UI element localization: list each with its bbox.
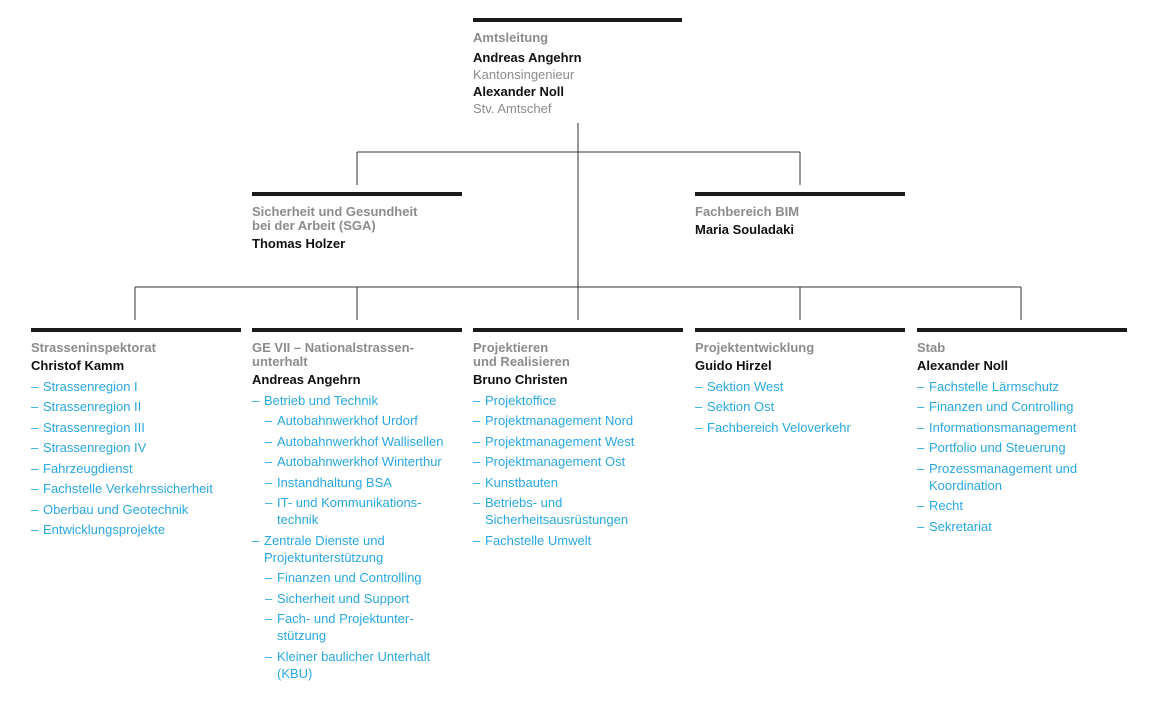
sub-unit-item [695, 398, 905, 415]
sub-unit-label: Fach- und Projektunter- stützung [277, 611, 414, 643]
sub-sub-unit-item [252, 474, 462, 491]
list-dash: – [265, 413, 273, 428]
sub-unit-label: Kleiner baulicher Unterhalt (KBU) [277, 648, 431, 681]
sub-unit-label: Autobahnwerkhof Winterthur [277, 454, 442, 469]
staff-box-bim [695, 192, 905, 238]
list-dash: – [265, 648, 273, 664]
sub-unit-item [917, 419, 1127, 436]
list-dash: – [265, 495, 273, 510]
box-top-rule [252, 192, 462, 196]
sub-unit-label: Recht [929, 498, 963, 513]
sub-unit-item [473, 532, 683, 549]
person-name: Andreas Angehrn [252, 372, 361, 387]
sub-unit-label: Projektmanagement Ost [485, 454, 626, 469]
person-name: Bruno Christen [473, 372, 568, 387]
sub-unit-label: Oberbau und Geotechnik [43, 501, 189, 517]
sub-unit-item [473, 392, 683, 409]
sub-sub-unit-item [252, 648, 462, 682]
sub-unit-item [31, 378, 241, 395]
sub-unit-item [473, 412, 683, 429]
sub-unit-label: Sektion West [707, 378, 784, 394]
sub-unit-label: Finanzen und Controlling [929, 399, 1074, 414]
sub-unit-item [31, 501, 241, 518]
list-dash: – [473, 413, 481, 428]
list-dash: – [695, 399, 703, 414]
sub-unit-label: Strassenregion II [43, 399, 142, 414]
unit-title: Strasseninspektorat [31, 340, 156, 355]
sub-sub-unit-item [252, 433, 462, 450]
sub-unit-label: Kunstbauten [485, 474, 559, 490]
person-name: Maria Souladaki [695, 222, 794, 237]
sub-unit-item [473, 453, 683, 470]
list-dash: – [252, 532, 260, 548]
sub-unit-item [31, 521, 241, 538]
division-box [252, 328, 462, 682]
sub-unit-item [31, 460, 241, 477]
list-dash: – [265, 454, 273, 469]
sub-unit-list [31, 378, 241, 539]
list-dash: – [31, 440, 39, 455]
sub-sub-unit-item [252, 453, 462, 470]
box-top-rule [473, 328, 683, 332]
sub-unit-item [252, 532, 462, 566]
sub-unit-list [252, 392, 462, 682]
sub-unit-item [695, 378, 905, 395]
box-top-rule [695, 328, 905, 332]
division-box [695, 328, 905, 436]
person-name: Andreas Angehrn [473, 50, 582, 65]
list-dash: – [252, 392, 260, 408]
sub-unit-label: Autobahnwerkhof Wallisellen [277, 433, 444, 449]
sub-unit-item [473, 433, 683, 450]
division-box [473, 328, 683, 549]
sub-unit-label: Informationsmanagement [929, 419, 1077, 435]
person-name: Alexander Noll [917, 358, 1009, 373]
list-dash: – [917, 460, 925, 476]
sub-unit-item [31, 398, 241, 415]
sub-unit-label: Autobahnwerkhof Urdorf [277, 413, 418, 428]
sub-unit-label: Sekretariat [929, 518, 992, 534]
unit-title: Sicherheit und Gesundheit bei der Arbeit (SGA) [252, 204, 418, 233]
sub-sub-unit-item [252, 569, 462, 586]
sub-unit-label: Betriebs- und Sicherheitsausrüstungen [485, 495, 629, 527]
list-dash: – [473, 495, 481, 510]
unit-title: GE VII – Nationalstrassen- unterhalt [252, 340, 414, 369]
box-top-rule [917, 328, 1127, 332]
list-dash: – [31, 501, 39, 517]
sub-unit-item [473, 474, 683, 491]
list-dash: – [31, 419, 39, 435]
sub-unit-item [917, 518, 1127, 535]
list-dash: – [31, 460, 39, 476]
sub-sub-unit-item [252, 494, 462, 528]
sub-unit-item [917, 439, 1127, 456]
sub-unit-item [695, 419, 905, 436]
sub-unit-label: Prozessmanagement und Koordination [929, 460, 1078, 493]
person-name: Guido Hirzel [695, 358, 772, 373]
list-dash: – [695, 419, 703, 435]
sub-unit-label: Portfolio und Steuerung [929, 440, 1066, 455]
sub-unit-label: Projektmanagement West [485, 433, 635, 449]
sub-unit-label: Fahrzeugdienst [43, 460, 133, 476]
list-dash: – [917, 419, 925, 435]
list-dash: – [917, 440, 925, 455]
sub-unit-label: Fachstelle Verkehrssicherheit [43, 481, 213, 496]
person-role: Stv. Amtschef [473, 101, 552, 116]
unit-title: Stab [917, 340, 946, 355]
sub-unit-label: Projektoffice [485, 392, 557, 408]
list-dash: – [695, 378, 703, 394]
sub-unit-item [31, 419, 241, 436]
person-name: Thomas Holzer [252, 236, 346, 251]
sub-unit-label: Fachstelle Lärmschutz [929, 378, 1060, 394]
list-dash: – [265, 570, 273, 585]
unit-title: Amtsleitung [473, 30, 549, 45]
sub-unit-label: Fachbereich Veloverkehr [707, 419, 851, 435]
unit-title: Projektentwicklung [695, 340, 815, 355]
sub-sub-unit-item [252, 610, 462, 644]
list-dash: – [31, 481, 39, 496]
person-role: Kantonsingenieur [473, 67, 575, 82]
division-box [31, 328, 241, 538]
sub-unit-item [917, 398, 1127, 415]
sub-unit-item [31, 439, 241, 456]
list-dash: – [265, 590, 273, 606]
list-dash: – [917, 378, 925, 394]
sub-unit-label: Fachstelle Umwelt [485, 532, 592, 548]
sub-unit-list [695, 378, 905, 436]
list-dash: – [473, 474, 481, 490]
person-name: Alexander Noll [473, 84, 565, 99]
sub-unit-label: Sicherheit und Support [277, 590, 410, 606]
list-dash: – [917, 518, 925, 534]
sub-unit-label: Sektion Ost [707, 399, 775, 414]
box-top-rule [31, 328, 241, 332]
division-box [917, 328, 1127, 535]
sub-unit-label: Instandhaltung BSA [277, 474, 392, 490]
sub-unit-label: Projektmanagement Nord [485, 413, 634, 428]
sub-unit-label: Zentrale Dienste und Projektunterstützung [264, 532, 385, 565]
list-dash: – [31, 378, 39, 394]
top-management-box [473, 18, 682, 117]
list-dash: – [31, 399, 39, 414]
box-top-rule [695, 192, 905, 196]
unit-title: Projektieren und Realisieren [473, 340, 570, 369]
sub-unit-label: Strassenregion III [43, 419, 145, 435]
sub-unit-label: Strassenregion I [43, 378, 138, 394]
sub-unit-list [917, 378, 1127, 535]
staff-box-sga [252, 192, 462, 252]
sub-unit-label: Strassenregion IV [43, 440, 147, 455]
box-top-rule [473, 18, 682, 22]
list-dash: – [265, 474, 273, 490]
list-dash: – [473, 392, 481, 408]
list-dash: – [31, 522, 39, 537]
person-name: Christof Kamm [31, 358, 125, 373]
sub-unit-label: Finanzen und Controlling [277, 570, 422, 585]
list-dash: – [917, 399, 925, 414]
sub-sub-unit-item [252, 590, 462, 607]
sub-unit-item [917, 460, 1127, 494]
sub-unit-item [917, 378, 1127, 395]
list-dash: – [473, 433, 481, 449]
unit-title: Fachbereich BIM [695, 204, 800, 219]
list-dash: – [473, 454, 481, 469]
sub-sub-unit-item [252, 412, 462, 429]
sub-unit-item [31, 480, 241, 497]
list-dash: – [265, 611, 273, 626]
list-dash: – [917, 498, 925, 513]
sub-unit-label: Betrieb und Technik [264, 392, 378, 408]
sub-unit-label: Entwicklungsprojekte [43, 522, 166, 537]
sub-unit-item [917, 497, 1127, 514]
list-dash: – [473, 532, 481, 548]
sub-unit-item [473, 494, 683, 528]
list-dash: – [265, 433, 273, 449]
box-top-rule [252, 328, 462, 332]
sub-unit-list [473, 392, 683, 549]
sub-unit-item [252, 392, 462, 409]
sub-unit-label: IT- und Kommunikations- technik [277, 495, 422, 527]
